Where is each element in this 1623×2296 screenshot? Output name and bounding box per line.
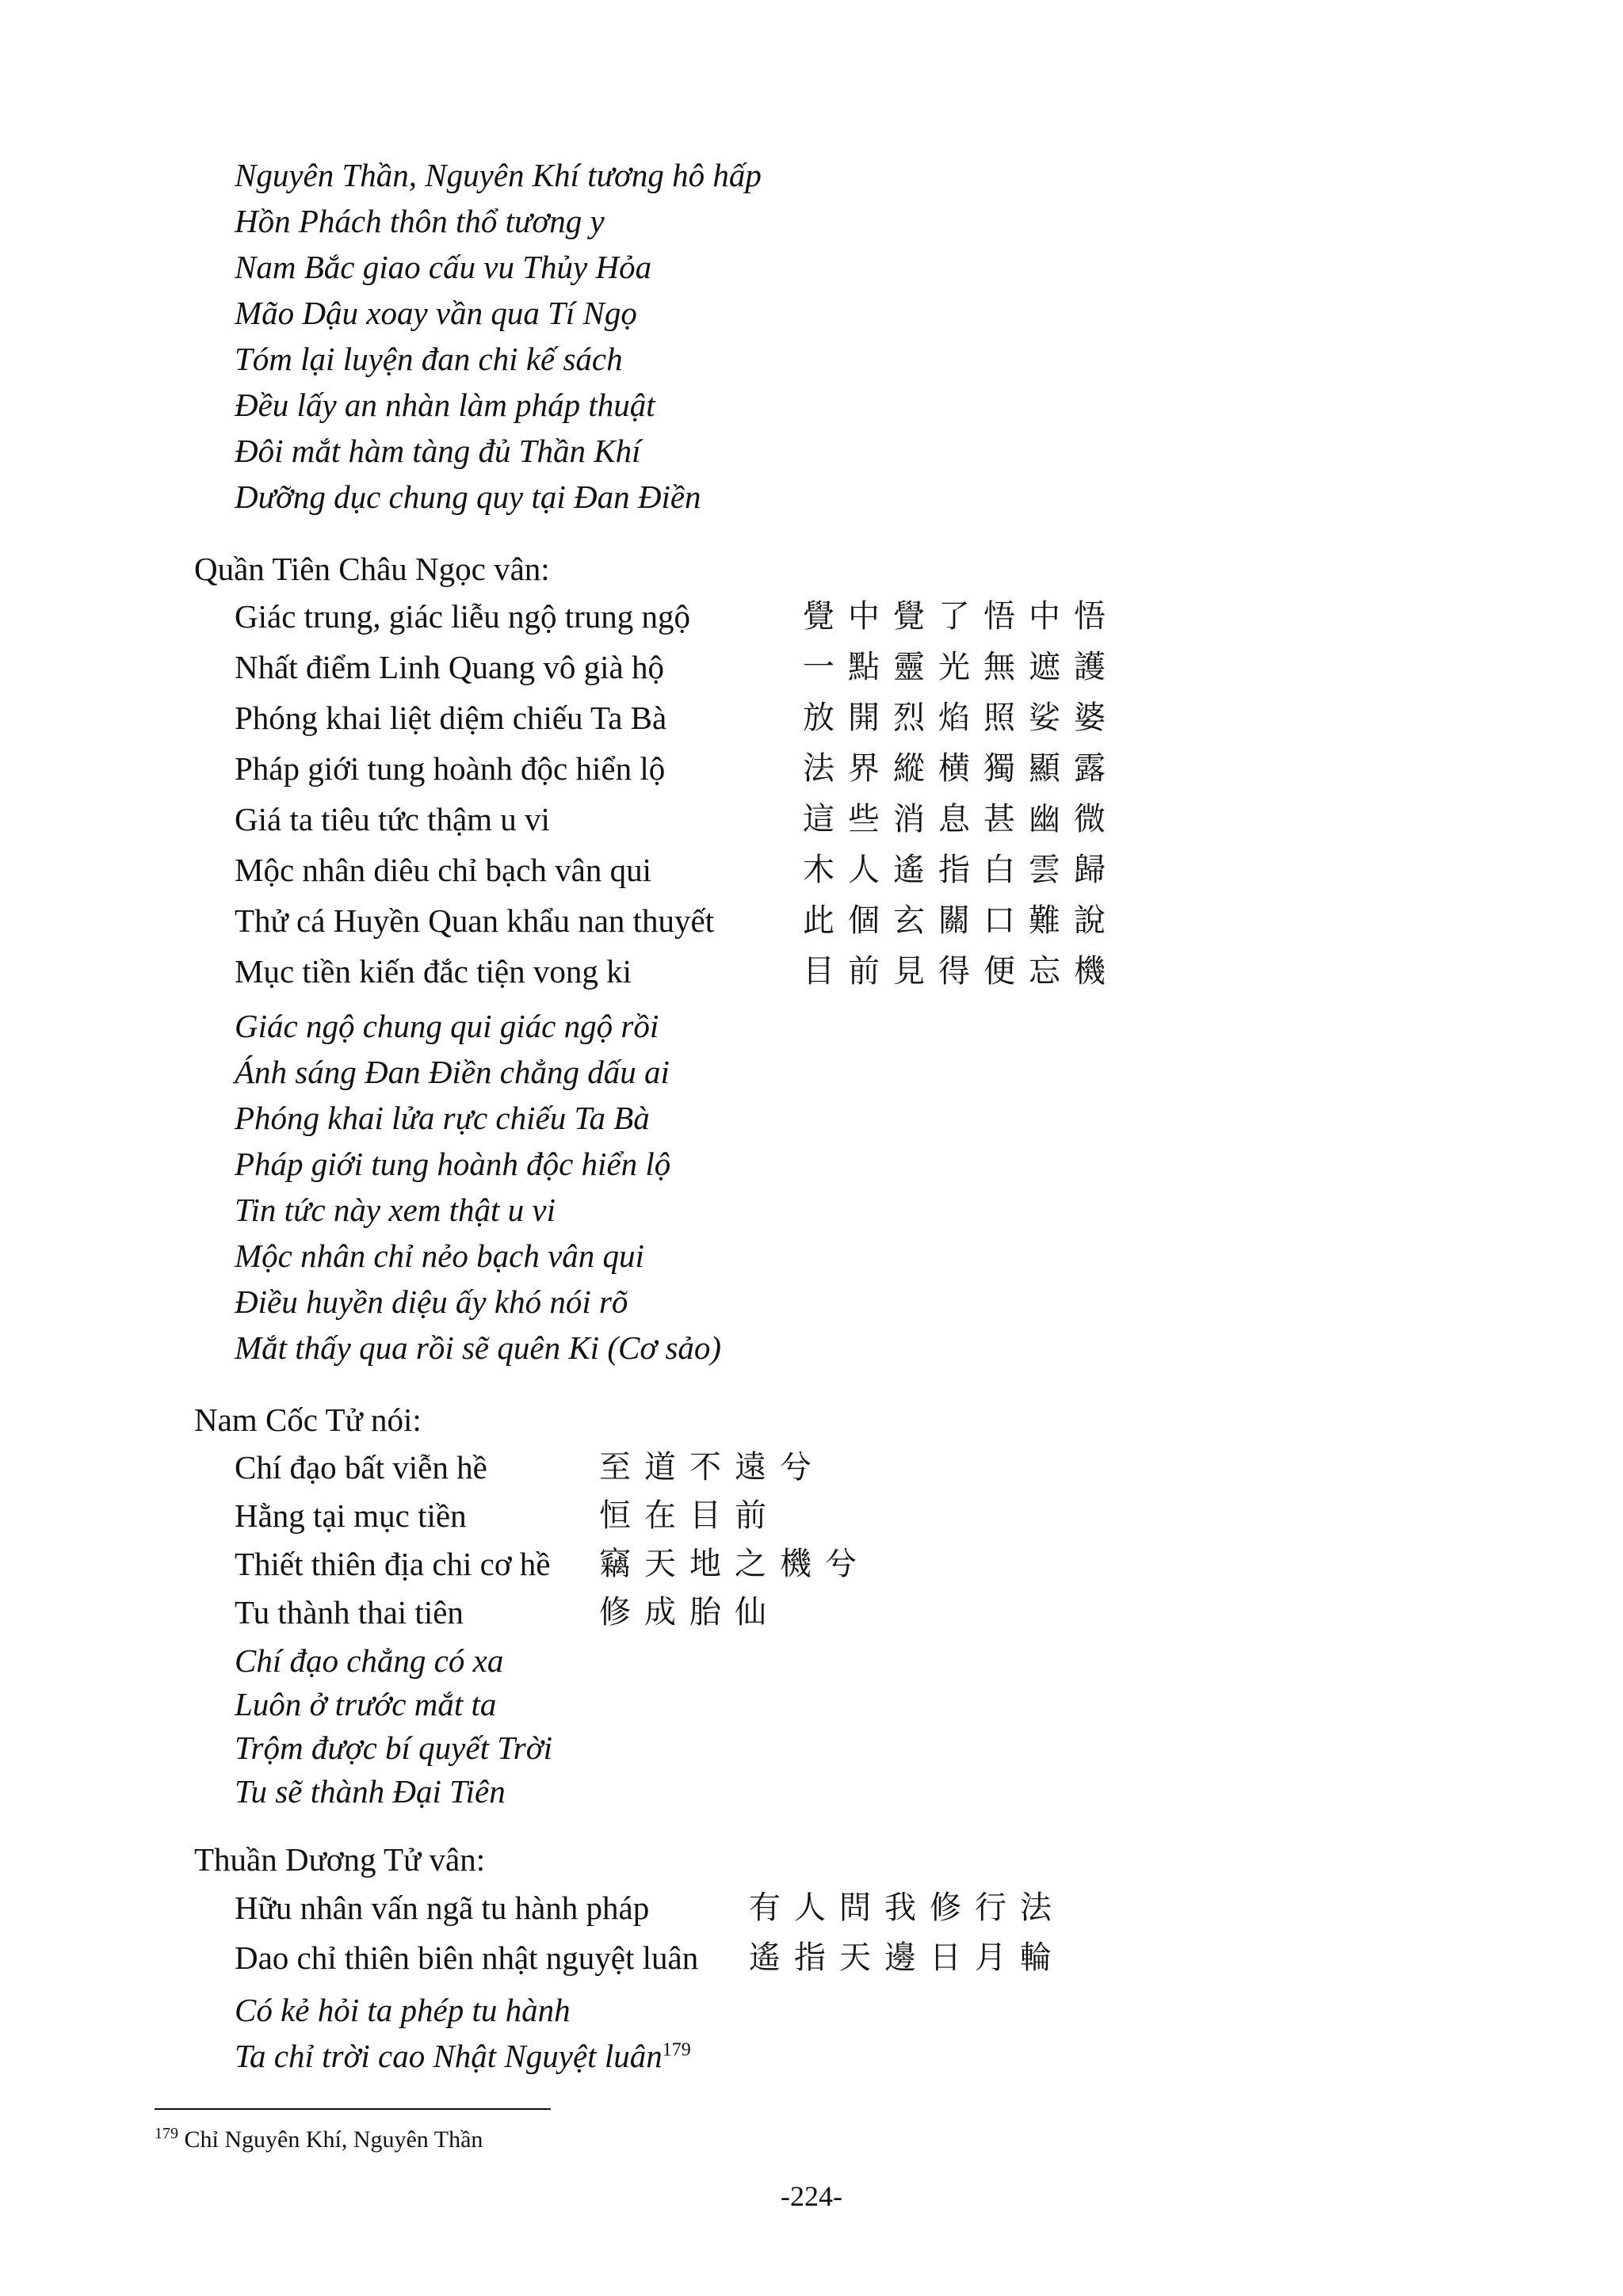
section-heading: Thuần Dương Tử vân:: [194, 1841, 486, 1878]
chinese-text: 木人遙指白雲歸: [803, 852, 1119, 888]
transliteration-line: Mộc nhân diêu chỉ bạch vân qui: [235, 852, 652, 888]
translation-line: Mắt thấy qua rồi sẽ quên Ki (Cơ sảo): [235, 1329, 722, 1366]
translation-line: Pháp giới tung hoành độc hiển lộ: [235, 1146, 671, 1182]
footnote-text: Chỉ Nguyên Khí, Nguyên Thần: [184, 2126, 483, 2153]
chinese-text: 這些消息甚幽微: [803, 801, 1119, 837]
translation-line: Phóng khai lửa rực chiếu Ta Bà: [235, 1100, 650, 1136]
chinese-text: 修成胎仙: [599, 1594, 780, 1630]
transliteration-line: Pháp giới tung hoành độc hiển lộ: [235, 750, 666, 787]
translation-line: Luôn ở trước mắt ta: [235, 1686, 497, 1722]
chinese-text: 竊天地之機兮: [599, 1546, 870, 1582]
verse-line: Dưỡng dục chung quy tại Đan Điền: [235, 479, 701, 515]
transliteration-line: Giác trung, giác liễu ngộ trung ngộ: [235, 598, 691, 635]
verse-line: Nguyên Thần, Nguyên Khí tương hô hấp: [235, 157, 762, 193]
verse-line: Nam Bắc giao cấu vu Thủy Hỏa: [235, 249, 652, 285]
translation-line: Có kẻ hỏi ta phép tu hành: [235, 1992, 571, 2028]
footnote-number: 179: [155, 2125, 178, 2142]
transliteration-line: Mục tiền kiến đắc tiện vong ki: [235, 953, 632, 990]
transliteration-line: Thiết thiên địa chi cơ hề: [235, 1546, 551, 1582]
translation-text: Ta chỉ trời cao Nhật Nguyệt luân: [235, 2038, 663, 2074]
chinese-text: 至道不遠兮: [599, 1449, 825, 1486]
translation-line: Tin tức này xem thật u vi: [235, 1192, 556, 1228]
chinese-text: 一點靈光無遮護: [803, 649, 1119, 685]
chinese-text: 目前見得便忘機: [803, 953, 1119, 990]
verse-line: Đôi mắt hàm tàng đủ Thần Khí: [235, 433, 641, 469]
section-heading: Quần Tiên Châu Ngọc vân:: [194, 551, 550, 587]
transliteration-line: Nhất điểm Linh Quang vô già hộ: [235, 649, 665, 685]
footnote: [155, 2126, 483, 2154]
footnote-reference[interactable]: 179: [662, 2039, 691, 2061]
transliteration-line: Tu thành thai tiên: [235, 1594, 464, 1630]
transliteration-line: Giá ta tiêu tức thậm u vi: [235, 801, 550, 837]
translation-line: Chí đạo chẳng có xa: [235, 1642, 504, 1679]
translation-line: Trộm được bí quyết Trời: [235, 1730, 552, 1766]
transliteration-line: Thử cá Huyền Quan khẩu nan thuyết: [235, 902, 715, 939]
transliteration-line: Hữu nhân vấn ngã tu hành pháp: [235, 1890, 650, 1926]
chinese-text: 恒在目前: [599, 1497, 780, 1534]
translation-line: [235, 2036, 691, 2076]
chinese-text: 法界縱横獨顯露: [803, 750, 1119, 787]
verse-line: Đều lấy an nhàn làm pháp thuật: [235, 387, 655, 423]
translation-line: Tu sẽ thành Đại Tiên: [235, 1773, 506, 1810]
verse-line: Hồn Phách thôn thổ tương y: [235, 203, 605, 239]
transliteration-line: Dao chỉ thiên biên nhật nguyệt luân: [235, 1939, 699, 1976]
page-number: -224-: [781, 2180, 842, 2212]
chinese-text: 有人問我修行法: [749, 1890, 1065, 1926]
chinese-text: 放開烈焰照娑婆: [803, 700, 1119, 736]
transliteration-line: Hằng tại mục tiền: [235, 1497, 467, 1534]
translation-line: Mộc nhân chỉ nẻo bạch vân qui: [235, 1238, 644, 1274]
chinese-text: 覺中覺了悟中悟: [803, 598, 1119, 635]
translation-line: Giác ngộ chung qui giác ngộ rồi: [235, 1008, 659, 1044]
chinese-text: 此個玄關口難說: [803, 902, 1119, 939]
chinese-text: 遙指天邊日月輪: [749, 1939, 1065, 1976]
transliteration-line: Phóng khai liệt diệm chiếu Ta Bà: [235, 700, 667, 736]
section-heading: Nam Cốc Tử nói:: [194, 1402, 422, 1438]
translation-line: Ánh sáng Đan Điền chẳng dấu ai: [235, 1054, 670, 1090]
translation-line: Điều huyền diệu ấy khó nói rõ: [235, 1283, 628, 1320]
footnote-divider: [155, 2108, 551, 2110]
verse-line: Mão Dậu xoay vần qua Tí Ngọ: [235, 295, 637, 331]
transliteration-line: Chí đạo bất viễn hề: [235, 1449, 487, 1486]
verse-line: Tóm lại luyện đan chi kế sách: [235, 341, 623, 377]
